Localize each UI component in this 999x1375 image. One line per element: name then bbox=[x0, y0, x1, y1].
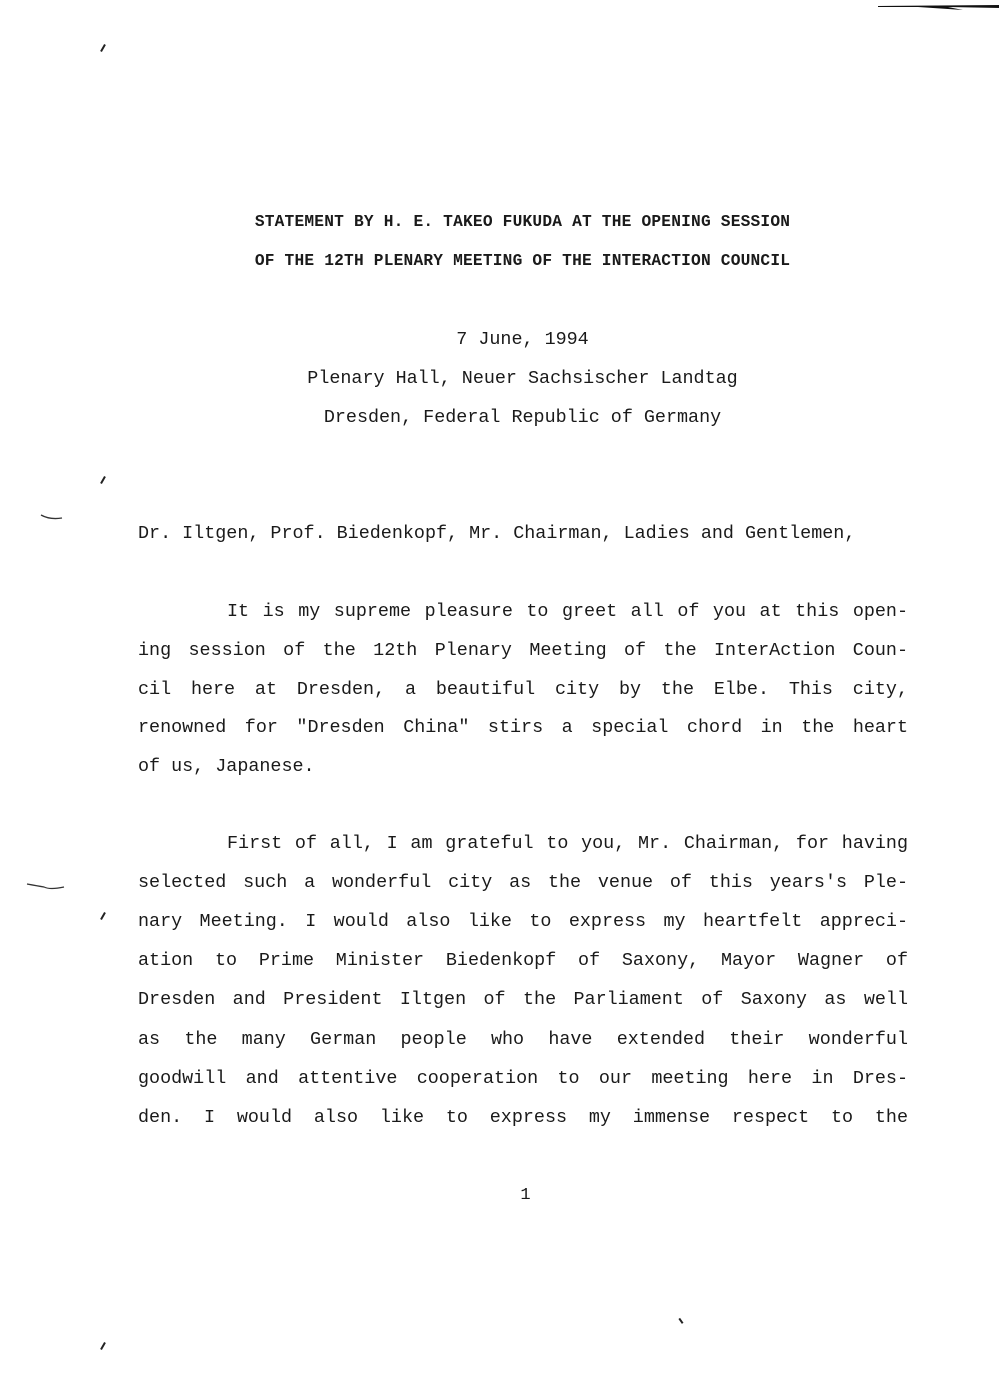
scan-artifact-tick bbox=[100, 912, 106, 920]
document-title-line-1: STATEMENT BY H. E. TAKEO FUKUDA AT THE OPENING SESSION bbox=[254, 213, 791, 231]
scan-artifact-tick bbox=[100, 44, 106, 52]
paragraph-line: ation to Prime Minister Biedenkopf of Saxony, Mayor Wagner of bbox=[138, 950, 908, 971]
paragraph-line: den. I would also like to express my immense respect to the bbox=[138, 1107, 908, 1128]
document-venue: Plenary Hall, Neuer Sachsischer Landtag bbox=[307, 368, 738, 389]
scan-artifact-tick bbox=[678, 1318, 683, 1324]
paragraph-line: of us, Japanese. bbox=[138, 756, 315, 777]
paragraph-line: goodwill and attentive cooperation to our meeting here in Dres- bbox=[138, 1068, 908, 1089]
document-location: Dresden, Federal Republic of Germany bbox=[323, 407, 722, 428]
paragraph-line: Dresden and President Iltgen of the Parliament of Saxony as well bbox=[138, 989, 908, 1010]
paragraph-line: nary Meeting. I would also like to express my heartfelt appreci- bbox=[138, 911, 908, 932]
scan-artifact-mark bbox=[878, 4, 999, 10]
paragraph-line: as the many German people who have extended their wonderful bbox=[138, 1029, 908, 1050]
paragraph-line: First of all, I am grateful to you, Mr. Chairman, for having bbox=[227, 833, 908, 854]
paragraph-line: renowned for "Dresden China" stirs a special chord in the heart bbox=[138, 717, 908, 738]
scan-artifact-curve bbox=[26, 882, 66, 892]
paragraph-line: cil here at Dresden, a beautiful city by the Elbe. This city, bbox=[138, 679, 908, 700]
scan-artifact-curve bbox=[40, 514, 64, 522]
paragraph-line: selected such a wonderful city as the venue of this years's Ple- bbox=[138, 872, 908, 893]
paragraph-line: ing session of the 12th Plenary Meeting of the InterAction Coun- bbox=[138, 640, 908, 661]
scan-artifact-tick bbox=[100, 476, 106, 484]
document-date: 7 June, 1994 bbox=[456, 329, 589, 350]
scan-artifact-tick bbox=[100, 1342, 106, 1350]
page-number: 1 bbox=[520, 1186, 531, 1205]
salutation: Dr. Iltgen, Prof. Biedenkopf, Mr. Chairman, Ladies and Gentlemen, bbox=[138, 523, 856, 544]
paragraph-line: It is my supreme pleasure to greet all of you at this open- bbox=[227, 601, 908, 622]
document-title-line-2: OF THE 12TH PLENARY MEETING OF THE INTERACTION COUNCIL bbox=[254, 252, 791, 270]
